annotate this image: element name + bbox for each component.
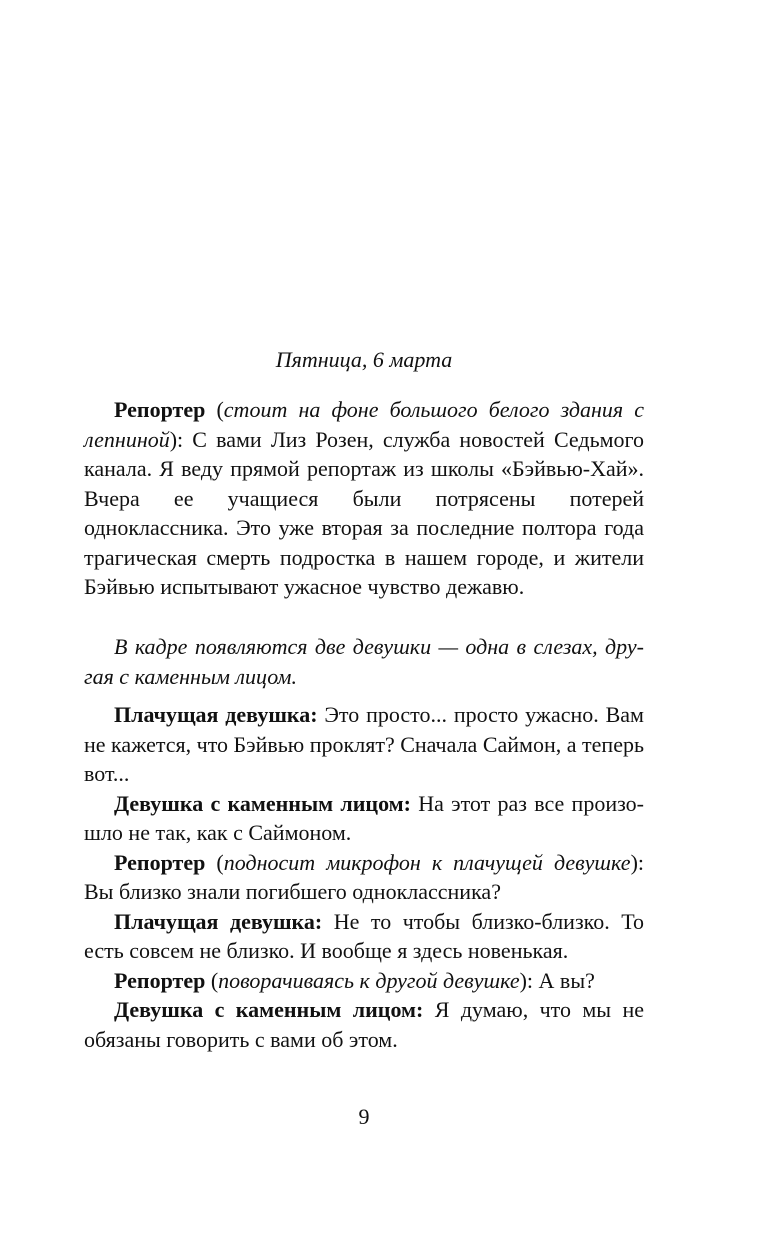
dialogue-line — [84, 848, 644, 907]
speaker-label: Плачущая девушка: — [114, 702, 318, 727]
speech-text: ): А вы? — [519, 967, 595, 993]
speaker-label: Девушка с каменным лицом: — [114, 790, 411, 816]
speaker-label: Репортер — [114, 397, 206, 422]
dialogue-line — [84, 966, 644, 996]
date-heading: Пятница, 6 марта — [275, 347, 453, 372]
speaker-label: Плачущая девушка: — [114, 908, 323, 934]
dialogue-line — [84, 995, 644, 1054]
speech-text: Я думаю, что мы не обязаны говорить с вами об этом. — [84, 997, 645, 1052]
speech-text: На этот раз все произошло не так, как с Саймоном. — [84, 790, 644, 845]
paren-open: ( — [205, 849, 224, 875]
book-page — [84, 0, 644, 1241]
speaker-label: Девушка с каменным лицом: — [114, 997, 424, 1022]
speaker-label: Репортер — [114, 967, 206, 993]
stage-direction: подносит микрофон к плачущей девушке — [223, 849, 631, 875]
dialogue-block — [84, 700, 644, 1054]
scene-description-block — [84, 632, 644, 691]
paren-open: ( — [205, 397, 224, 422]
speech-text: Это просто... просто ужасно. Вам не кажется, что Бэйвью проклят? Сначала Саймон, а теперь вот... — [84, 702, 644, 786]
dialogue-line — [84, 907, 644, 966]
paren-open: ( — [205, 967, 219, 993]
stage-direction: поворачиваясь к другой девушке — [218, 967, 520, 993]
dialogue-line — [84, 789, 644, 848]
speech-text: Не то чтобы близко-близко. То есть совсем не близко. И вообще я здесь новенькая. — [84, 908, 644, 963]
dialogue-line — [84, 700, 644, 789]
stage-direction-paragraph: В кадре появляются две девушки — одна в слезах, другая с каменным лицом. — [84, 634, 644, 689]
paragraph — [84, 395, 644, 602]
speech-text: ): С вами Лиз Розен, служба новостей Седьмого канала. Я веду прямой репортаж из школы «Бэйвью-Хай». Вчера ее учащиеся были потрясены потерей одноклассника. Это уже вторая за последние полтора года трагическая смерть подростка в нашем городе, и жители Бэйвью испытывают ужасное чувство дежавю. — [84, 426, 644, 599]
reporter-intro-block — [84, 395, 644, 602]
page-number: 9 — [358, 1104, 370, 1129]
stage-direction: стоит на фоне большого белого здания с лепниной — [84, 397, 645, 452]
speech-text: ): Вы близко знали погибшего одноклассника? — [84, 849, 645, 904]
speaker-label: Репортер — [114, 849, 206, 875]
